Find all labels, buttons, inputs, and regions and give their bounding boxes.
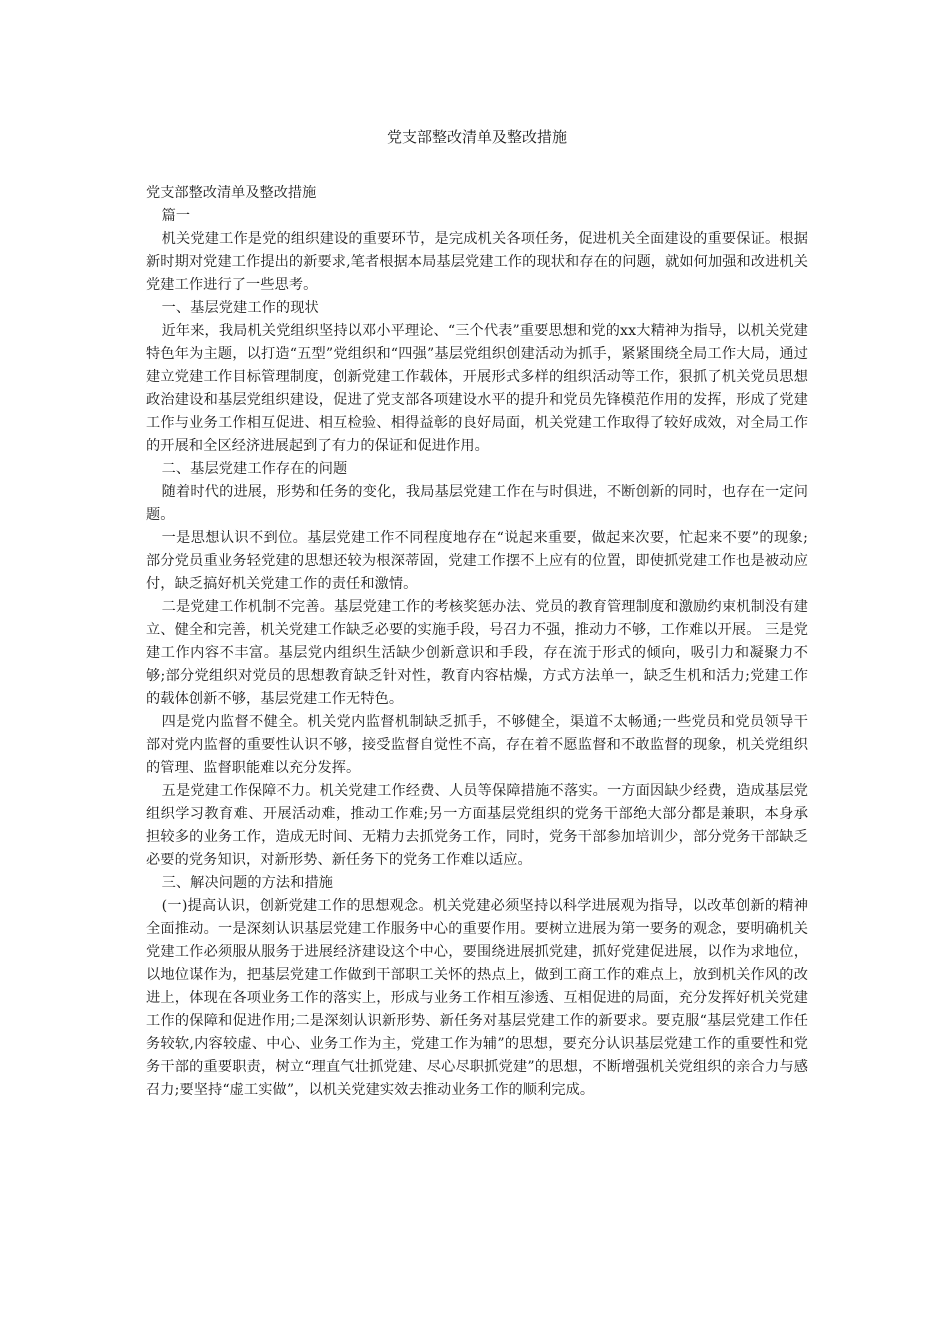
- paragraph-problem-four: 四是党内监督不健全。机关党内监督机制缺乏抓手，不够健全，渠道不太畅通;一些党员和党员领导干部对党内监督的重要性认识不够，接受监督自觉性不高，存在着不愿监督和不敢监督的现象，机关党组织的管理、监督职能难以充分发挥。: [146, 714, 808, 776]
- document-page: [146, 126, 808, 1102]
- paragraph-problem-one: 一是思想认识不到位。基层党建工作不同程度地存在“说起来重要，做起来次要，忙起来不要”的现象;部分党员重业务轻党建的思想还较为根深蒂固，党建工作摆不上应有的位置，即使抓党建工作也是被动应付，缺乏搞好机关党建工作的责任和激情。: [146, 530, 808, 592]
- paragraph-problem-two-three: 二是党建工作机制不完善。基层党建工作的考核奖惩办法、党员的教育管理制度和激励约束机制没有建立、健全和完善，机关党建工作缺乏必要的实施手段，号召力不强，推动力不够，工作难以开展。 三是党建工作内容不丰富。基层党内组织生活缺少创新意识和手段，存在流于形式的倾向，吸引力和凝聚力不够;部分党组织对党员的思想教育缺乏针对性，教育内容枯燥，方式方法单一，缺乏生机和活力;党建工作的载体创新不够，基层党建工作无特色。: [146, 599, 808, 707]
- paragraph-intro: 机关党建工作是党的组织建设的重要环节，是完成机关各项任务，促进机关全面建设的重要保证。根据新时期对党建工作提出的新要求,笔者根据本局基层党建工作的现状和存在的问题，就如何加强和改进机关党建工作进行了一些思考。: [146, 231, 808, 293]
- paragraph-problems-intro: 随着时代的进展，形势和任务的变化，我局基层党建工作在与时俱进，不断创新的同时，也存在一定问题。: [146, 484, 808, 523]
- heading-problems: 二、基层党建工作存在的问题: [161, 461, 348, 477]
- section-label-part-one: 篇一: [161, 208, 191, 224]
- paragraph-problem-five: 五是党建工作保障不力。机关党建工作经费、人员等保障措施不落实。一方面因缺少经费，造成基层党组织学习教育难、开展活动难，推动工作难;另一方面基层党组织的党务干部绝大部分都是兼职，本身承担较多的业务工作，造成无时间、无精力去抓党务工作，同时，党务干部参加培训少，部分党务干部缺乏必要的党务知识，对新形势、新任务下的党务工作难以适应。: [146, 783, 808, 868]
- document-subtitle: 党支部整改清单及整改措施: [146, 185, 317, 201]
- heading-current-status: 一、基层党建工作的现状: [161, 300, 319, 316]
- document-title: 党支部整改清单及整改措施: [386, 128, 567, 146]
- heading-solutions: 三、解决问题的方法和措施: [161, 875, 334, 891]
- paragraph-solution-one: (一)提高认识，创新党建工作的思想观念。机关党建必须坚持以科学进展观为指导，以改革创新的精神全面推动。一是深刻认识基层党建工作服务中心的重要作用。要树立进展为第一要务的观念，要明确机关党建工作必须服从服务于进展经济建设这个中心，要围绕进展抓党建，抓好党建促进展，以作为求地位，以地位谋作为，把基层党建工作做到干部职工关怀的热点上，做到工商工作的难点上，放到机关作风的改进上，体现在各项业务工作的落实上，形成与业务工作相互渗透、互相促进的局面，充分发挥好机关党建工作的保障和促进作用;二是深刻认识新形势、新任务对基层党建工作的新要求。要克服“基层党建工作任务较软,内容较虚、中心、业务工作为主，党建工作为辅”的思想，要充分认识基层党建工作的重要性和党务干部的重要职责，树立“理直气壮抓党建、尽心尽职抓党建”的思想，不断增强机关党组织的亲合力与感召力;要坚持“虚工实做”，以机关党建实效去推动业务工作的顺利完成。: [146, 898, 808, 1098]
- paragraph-current-status: 近年来，我局机关党组织坚持以邓小平理论、“三个代表”重要思想和党的xx大精神为指导，以机关党建特色年为主题，以打造“五型”党组织和“四强”基层党组织创建活动为抓手，紧紧围绕全局工作大局，通过建立党建工作目标管理制度，创新党建工作载体，开展形式多样的组织活动等工作，狠抓了机关党员思想政治建设和基层党组织建设，促进了党支部各项建设水平的提升和党员先锋模范作用的发挥，形成了党建工作与业务工作相互促进、相互检验、相得益彰的良好局面，机关党建工作取得了较好成效，对全局工作的开展和全区经济进展起到了有力的保证和促进作用。: [146, 323, 808, 454]
